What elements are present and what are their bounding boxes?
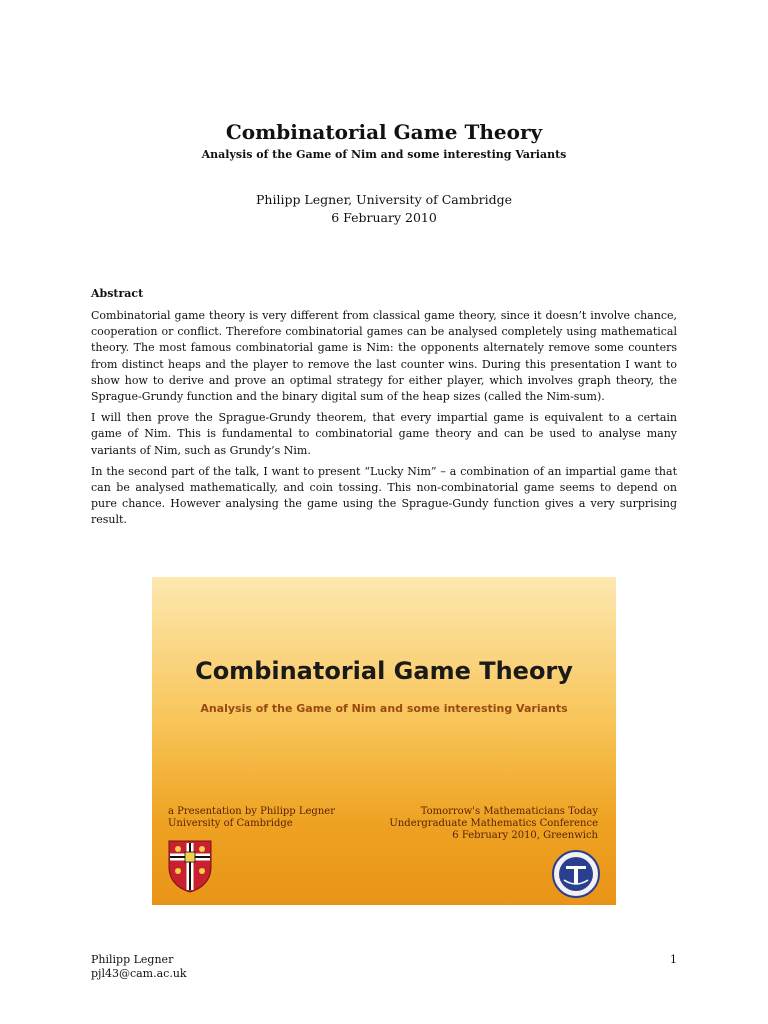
event-date-place: 6 February 2010, Greenwich (452, 830, 598, 841)
greenwich-seal-icon (552, 850, 600, 898)
event-name: Tomorrow's Mathematicians Today (420, 806, 598, 817)
abstract-body (91, 308, 677, 534)
abstract-paragraph: I will then prove the Sprague-Grundy theorem, that every impartial game is equivalent to a certain game of Nim. This is fundamental to combinatorial game theory and can be used to analyse many variants of Nim, such as Grundy’s Nim. (91, 411, 677, 457)
slide-title: Combinatorial Game Theory (195, 657, 573, 685)
document-date: 6 February 2010 (331, 210, 437, 225)
abstract-paragraph: Combinatorial game theory is very different from classical game theory, since it doesn’t involve chance, cooperation or conflict. Therefore combinatorial games can be analysed completely using mathematical theory. The most famous combinatorial game is Nim: the opponents alternately remove some counters from distinct heaps and the player to remove the last counter wins. During this presentation I want to show how to derive and prove an optimal strategy for either player, which involves graph theory, the Sprague-Grundy function and the binary digital sum of the heap sizes (called the Nim-sum). (91, 309, 677, 404)
document-title: Combinatorial Game Theory (225, 120, 543, 144)
footer-name: Philipp Legner (91, 953, 174, 966)
presenter-info (168, 806, 335, 830)
document-subtitle: Analysis of the Game of Nim and some interesting Variants (201, 148, 567, 161)
abstract-paragraph: In the second part of the talk, I want to present “Lucky Nim” – a combination of an impartial game that can be analysed mathematically, and coin tossing. This non-combinatorial game seems to depend on pure chance. However analysing the game using the Sprague-Gundy function gives a very surprising result. (91, 464, 677, 527)
footer-author (91, 953, 187, 981)
presenter-affiliation: University of Cambridge (168, 818, 293, 829)
footer-email: pjl43@cam.ac.uk (91, 967, 187, 980)
cambridge-crest-icon (167, 839, 213, 893)
abstract-heading: Abstract (91, 287, 144, 300)
title-slide-image (152, 577, 616, 905)
page-number: 1 (670, 953, 677, 966)
slide-subtitle: Analysis of the Game of Nim and some interesting Variants (200, 702, 568, 715)
event-info (389, 806, 598, 842)
author-line: Philipp Legner, University of Cambridge (256, 192, 512, 207)
presenter-line: a Presentation by Philipp Legner (168, 806, 335, 817)
event-conference: Undergraduate Mathematics Conference (389, 818, 598, 829)
